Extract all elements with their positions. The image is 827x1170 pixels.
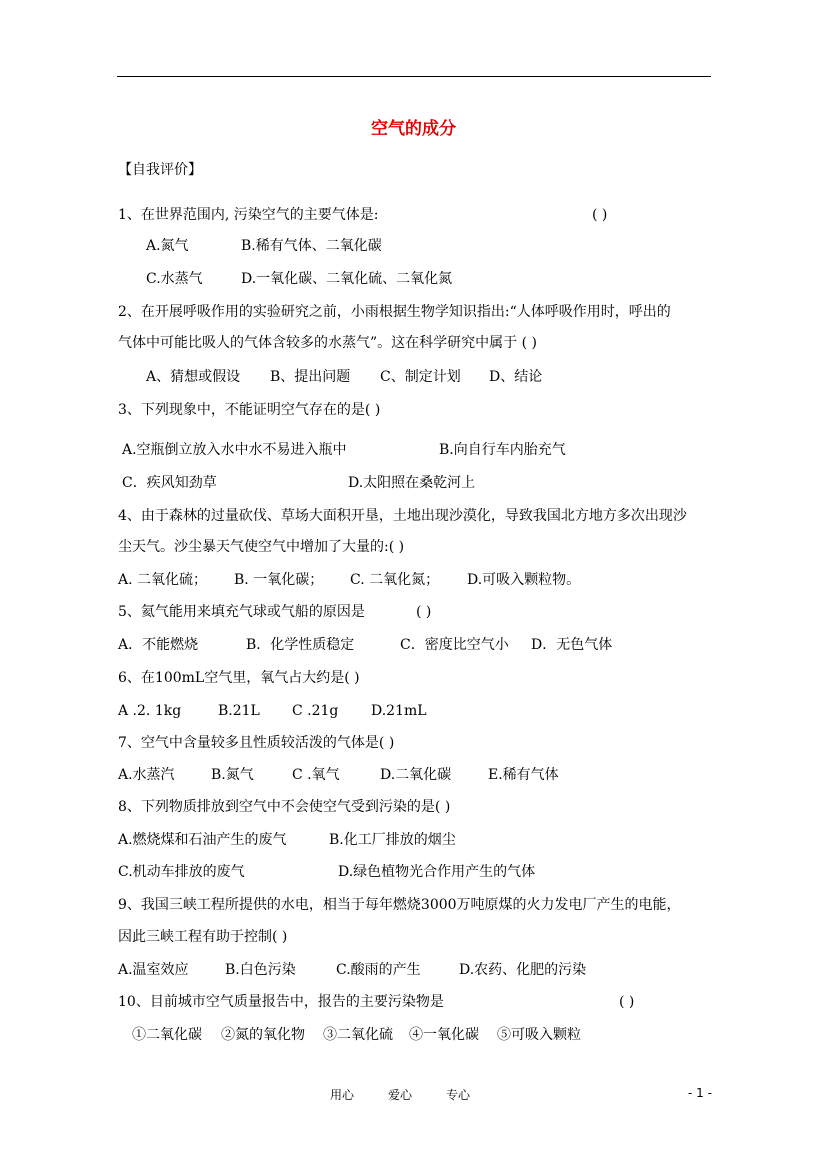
q4-option-b: B. 一氧化碳； (234, 572, 324, 588)
page-title: 空气的成分 (371, 119, 456, 139)
footer-motto-1: 用心 (330, 1088, 355, 1102)
q8-option-c: C.机动车排放的废气 (118, 864, 245, 880)
q8-option-b: B.化工厂排放的烟尘 (329, 832, 456, 848)
q7-stem: 7、空气中含量较多且性质较活泼的气体是( ) (118, 735, 395, 751)
q4-option-d: D.可吸入颗粒物。 (467, 572, 581, 588)
q1-option-c: C.水蒸气 (146, 271, 203, 287)
q9-option-b: B.白色污染 (225, 962, 296, 978)
q9-stem-line1: 9、我国三峡工程所提供的水电，相当于每年燃烧3000万吨原煤的火力发电厂产生的电能， (118, 897, 681, 913)
q6-option-c: C .21g (292, 703, 339, 719)
q10-stem: 10、目前城市空气质量报告中，报告的主要污染物是 (118, 994, 444, 1010)
q10-option-3: ③二氧化硫 (323, 1027, 393, 1043)
q7-option-e: E.稀有气体 (488, 767, 559, 783)
q6-option-d: D.21mL (371, 703, 427, 719)
q8-stem: 8、下列物质排放到空气中不会使空气受到污染的是( ) (118, 799, 451, 815)
q3-stem: 3、下列现象中，不能证明空气存在的是( ) (118, 402, 381, 418)
q5-option-c: C．密度比空气小 (400, 637, 509, 653)
q9-option-c: C.酸雨的产生 (336, 962, 421, 978)
q5-option-b: B．化学性质稳定 (246, 637, 355, 653)
q1-stem: 1、在世界范围内, 污染空气的主要气体是: (118, 207, 379, 223)
section-heading: 【自我评价】 (118, 162, 202, 178)
footer-motto-3: 专心 (446, 1088, 471, 1102)
q7-option-a: A.水蒸汽 (118, 767, 175, 783)
q4-stem-line1: 4、由于森林的过量砍伐、草场大面积开垦，土地出现沙漠化，导致我国北方地方多次出现沙 (118, 508, 687, 524)
q5-answer-blank: ( ) (416, 604, 432, 620)
q2-option-c: C、制定计划 (380, 369, 461, 385)
q10-answer-blank: ( ) (619, 994, 635, 1010)
q2-stem-line2: 气体中可能比吸人的气体含较多的水蒸气”。这在科学研究中属于 ( ) (118, 335, 537, 351)
q6-option-a: A .2. 1kg (118, 703, 182, 719)
q10-option-1: ①二氧化碳 (132, 1027, 202, 1043)
q1-option-a: A.氮气 (146, 238, 189, 254)
q1-answer-blank: ( ) (592, 207, 608, 223)
q1-option-b: B.稀有气体、二氧化碳 (241, 238, 382, 254)
q10-option-2: ②氮的氧化物 (221, 1027, 305, 1043)
q10-option-5: ⑤可吸入颗粒 (497, 1027, 581, 1043)
q8-option-d: D.绿色植物光合作用产生的气体 (338, 864, 536, 880)
q9-option-d: D.农药、化肥的污染 (459, 962, 587, 978)
q3-option-a: A.空瓶倒立放入水中水不易进入瓶中 (122, 442, 347, 458)
q4-option-c: C. 二氧化氮； (350, 572, 440, 588)
q2-stem-line1: 2、在开展呼吸作用的实验研究之前，小雨根据生物学知识指出:“人体呼吸作用时，呼出的 (118, 304, 671, 320)
q6-option-b: B.21L (218, 703, 260, 719)
q4-option-a: A. 二氧化硫； (118, 572, 208, 588)
header-rule (117, 76, 711, 77)
q1-option-d: D.一氧化碳、二氧化硫、二氧化氮 (241, 271, 453, 287)
q3-option-c: C．疾风知劲草 (122, 475, 217, 491)
q10-option-4: ④一氧化碳 (409, 1027, 479, 1043)
q2-option-b: B、提出问题 (270, 369, 351, 385)
q5-stem: 5、氦气能用来填充气球或气船的原因是 (118, 604, 365, 620)
q5-option-d: D．无色气体 (531, 637, 613, 653)
q7-option-b: B.氮气 (211, 767, 254, 783)
q3-option-d: D.太阳照在桑乾河上 (348, 475, 476, 491)
q4-stem-line2: 尘天气。沙尘暴天气使空气中增加了大量的:( ) (118, 539, 405, 555)
q7-option-c: C .氧气 (292, 767, 340, 783)
page-number: - 1 - (688, 1086, 712, 1100)
q2-option-d: D、结论 (489, 369, 543, 385)
q9-stem-line2: 因此三峡工程有助于控制( ) (118, 929, 288, 945)
q7-option-d: D.二氧化碳 (380, 767, 452, 783)
q5-option-a: A．不能燃烧 (118, 637, 199, 653)
q8-option-a: A.燃烧煤和石油产生的废气 (118, 832, 287, 848)
q2-option-a: A、猜想或假设 (146, 369, 241, 385)
q9-option-a: A.温室效应 (118, 962, 189, 978)
q6-stem: 6、在100mL空气里，氧气占大约是( ) (118, 670, 360, 686)
footer-motto-2: 爱心 (388, 1088, 413, 1102)
q3-option-b: B.向自行车内胎充气 (439, 442, 566, 458)
